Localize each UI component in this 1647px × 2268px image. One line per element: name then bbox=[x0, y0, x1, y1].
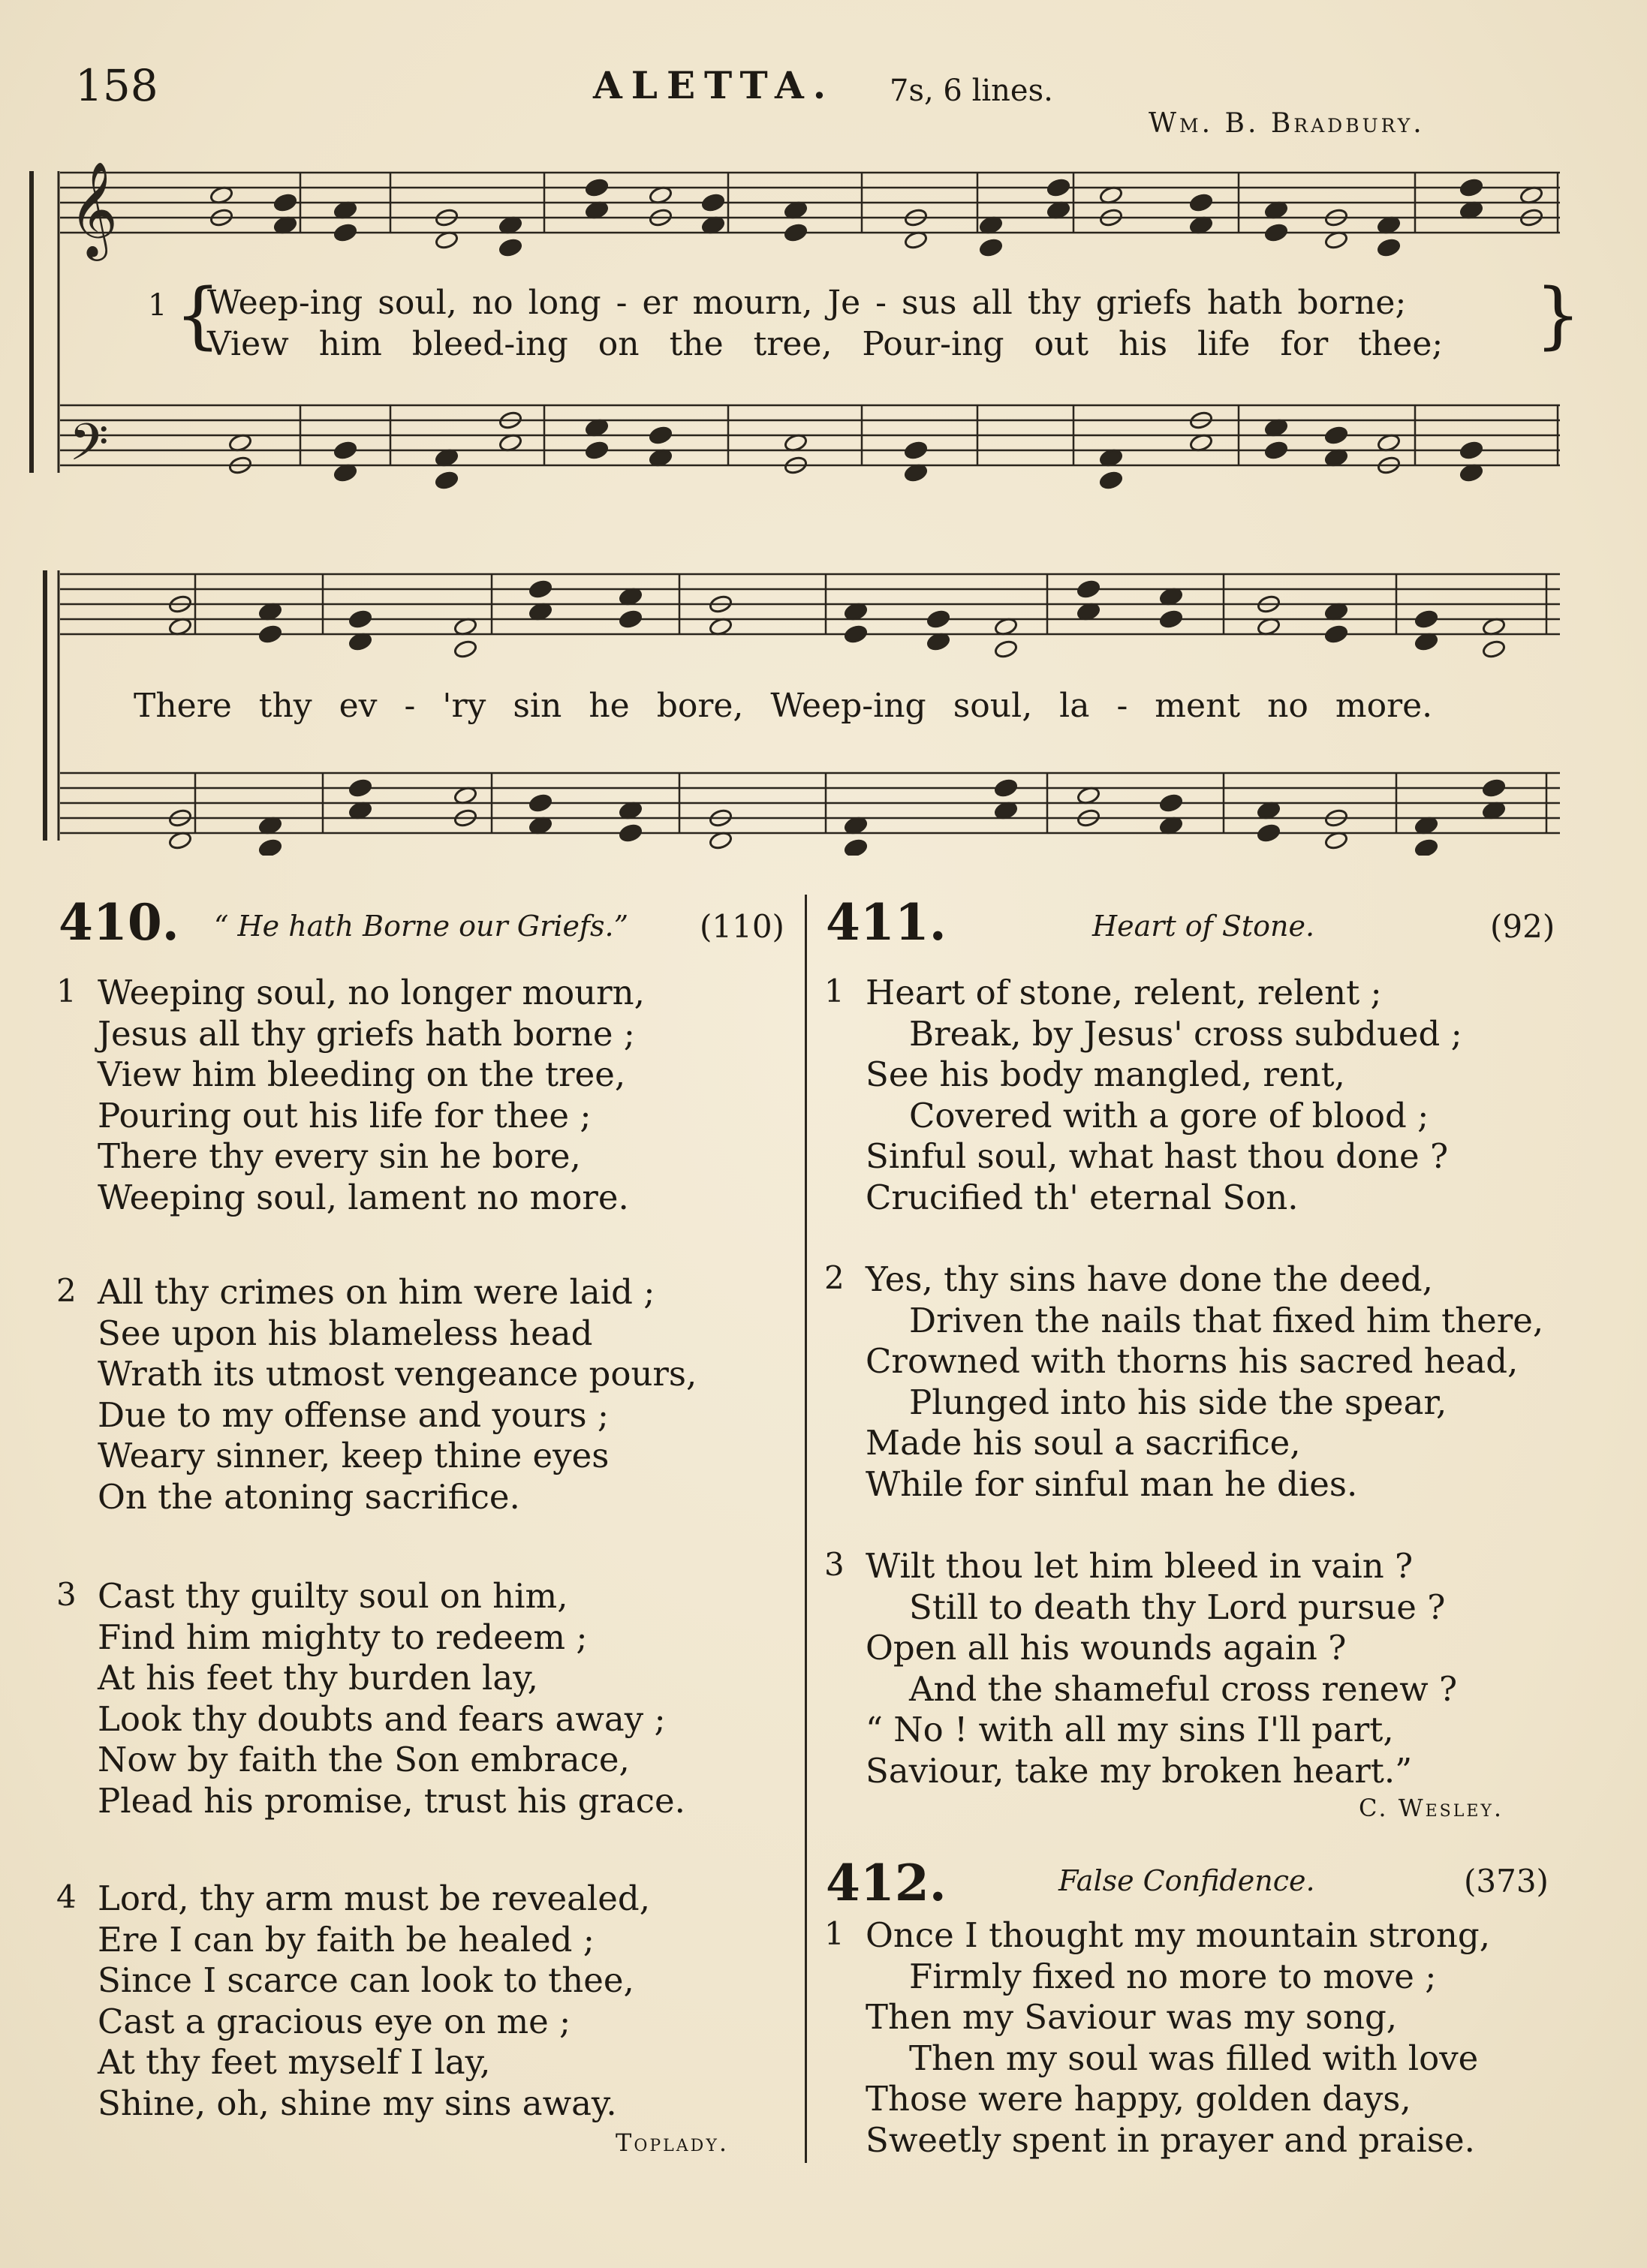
note-head bbox=[273, 193, 297, 212]
composer: Wm. B. Bradbury. bbox=[1149, 108, 1425, 139]
verse-line: Shine, oh, shine my sins away. bbox=[98, 2083, 617, 2123]
verse-line: Crucified th' eternal Son. bbox=[866, 1177, 1299, 1217]
note-head bbox=[1482, 639, 1506, 659]
note-head bbox=[1414, 609, 1438, 629]
hymn-title: “ He hath Borne our Griefs.” bbox=[214, 910, 629, 943]
verse-line: Jesus all thy griefs hath borne ; bbox=[98, 1013, 635, 1054]
note-head bbox=[1324, 624, 1348, 644]
note-head bbox=[1189, 193, 1213, 212]
verse-line: “ No ! with all my sins I'll part, bbox=[866, 1710, 1394, 1749]
verse-line: Due to my offense and yours ; bbox=[98, 1394, 610, 1435]
verse-line: Yes, thy sins have done the deed, bbox=[866, 1259, 1433, 1299]
verse-line: Crowned with thorns his sacred head, bbox=[866, 1341, 1519, 1381]
left-brace: { bbox=[175, 273, 221, 357]
note-head bbox=[1264, 441, 1288, 460]
note-head bbox=[619, 609, 643, 629]
verse-line: Made his soul a sacrifice, bbox=[866, 1423, 1301, 1463]
verse-line: View him bleeding on the tree, bbox=[98, 1054, 626, 1094]
verse-line: Covered with a gore of blood ; bbox=[909, 1095, 1429, 1136]
hymn-reference: (92) bbox=[1490, 908, 1555, 945]
verse-line: Driven the nails that fixed him there, bbox=[909, 1300, 1544, 1340]
verse-number: 1 bbox=[824, 973, 845, 1009]
note-head bbox=[528, 579, 553, 599]
verse-line: And the shameful cross renew ? bbox=[909, 1668, 1458, 1709]
tune-name: ALETTA. bbox=[593, 63, 836, 107]
note-head bbox=[528, 793, 553, 813]
note-head bbox=[1264, 223, 1288, 242]
verse-line: Weary sinner, keep thine eyes bbox=[98, 1436, 610, 1475]
verse-line: Lord, thy arm must be revealed, bbox=[98, 1878, 651, 1918]
page-number: 158 bbox=[75, 60, 158, 111]
note-head bbox=[1482, 778, 1506, 798]
note-head bbox=[784, 223, 808, 242]
note-head bbox=[498, 238, 522, 257]
note-head bbox=[1324, 426, 1348, 445]
hymn-reference: (110) bbox=[700, 908, 784, 945]
column-divider bbox=[805, 895, 807, 2163]
verse-line: Look thy doubts and fears away ; bbox=[98, 1698, 666, 1739]
note-head bbox=[1076, 579, 1101, 599]
lyric-line-3: There thy ev - 'ry sin he bore, Weep-ing soul, la - ment no more. bbox=[134, 687, 1433, 725]
verse-line: Since I scarce can look to thee, bbox=[98, 1960, 634, 2000]
verse-line: At thy feet myself I lay, bbox=[98, 2042, 491, 2082]
hymn-reference: (373) bbox=[1464, 1863, 1549, 1900]
verse-line: Firmly fixed no more to move ; bbox=[909, 1956, 1437, 1996]
verse-line: Weeping soul, no longer mourn, bbox=[98, 973, 645, 1012]
note-head bbox=[585, 441, 609, 460]
verse-line: Those were happy, golden days, bbox=[866, 2079, 1411, 2119]
note-head bbox=[979, 238, 1003, 257]
verse-number: 3 bbox=[824, 1546, 845, 1583]
note-head bbox=[258, 624, 282, 644]
note-head bbox=[904, 441, 928, 460]
hymn-number: 410. bbox=[59, 893, 179, 952]
note-head bbox=[1459, 178, 1483, 197]
verse-line: There thy every sin he bore, bbox=[98, 1136, 581, 1176]
note-head bbox=[926, 609, 950, 629]
note-head bbox=[1377, 238, 1401, 257]
lyric-line-1: Weep-ing soul, no long - er mourn, Je - sus all thy griefs hath borne; bbox=[207, 284, 1407, 322]
note-head bbox=[619, 823, 643, 843]
verse-line: On the atoning sacrifice. bbox=[98, 1476, 520, 1517]
verse-number-music: 1 bbox=[148, 288, 167, 323]
verse-number: 2 bbox=[824, 1259, 845, 1296]
hymn-number: 411. bbox=[826, 893, 947, 952]
note-head bbox=[649, 426, 673, 445]
verse-line: All thy crimes on him were laid ; bbox=[98, 1272, 655, 1312]
hymn-number: 412. bbox=[826, 1854, 947, 1912]
verse-line: Then my Saviour was my song, bbox=[866, 1997, 1398, 2037]
note-head bbox=[844, 624, 868, 644]
note-head bbox=[844, 838, 868, 856]
note-head bbox=[348, 778, 372, 798]
lyric-line-2: View him bleed-ing on the tree, Pour-ing out his life for thee; bbox=[207, 325, 1444, 363]
note-head bbox=[585, 178, 609, 197]
verse-line: Wilt thou let him bleed in vain ? bbox=[866, 1546, 1414, 1586]
note-head bbox=[435, 471, 459, 490]
verse-line: Find him mighty to redeem ; bbox=[98, 1617, 588, 1657]
note-head bbox=[1099, 471, 1123, 490]
verse-line: Cast a gracious eye on me ; bbox=[98, 2001, 571, 2041]
note-head bbox=[701, 193, 725, 212]
verse-number: 1 bbox=[56, 973, 77, 1009]
verse-line: See upon his blameless head bbox=[98, 1313, 593, 1353]
verse-line: While for sinful man he dies. bbox=[866, 1463, 1358, 1504]
verse-number: 2 bbox=[56, 1272, 77, 1309]
verse-line: Then my soul was filled with love bbox=[909, 2038, 1479, 2078]
note-head bbox=[1046, 178, 1070, 197]
meter: 7s, 6 lines. bbox=[890, 74, 1053, 108]
note-head bbox=[348, 609, 372, 629]
right-brace: } bbox=[1535, 273, 1582, 357]
note-head bbox=[1414, 838, 1438, 856]
verse-line: Ere I can by faith be healed ; bbox=[98, 1919, 595, 1960]
note-head bbox=[453, 639, 477, 659]
note-head bbox=[1159, 793, 1183, 813]
verse-line: Sinful soul, what hast thou done ? bbox=[866, 1136, 1449, 1176]
hymn-title: False Confidence. bbox=[1058, 1864, 1315, 1897]
note-head bbox=[1459, 441, 1483, 460]
verse-line: Sweetly spent in prayer and praise. bbox=[866, 2119, 1475, 2160]
verse-line: See his body mangled, rent, bbox=[866, 1054, 1345, 1094]
note-head bbox=[994, 639, 1018, 659]
clef-glyph: 𝄢 bbox=[69, 414, 109, 485]
verse-line: Once I thought my mountain strong, bbox=[866, 1915, 1490, 1955]
verse-line: At his feet thy burden lay, bbox=[98, 1658, 538, 1698]
verse-line: Still to death thy Lord pursue ? bbox=[909, 1587, 1446, 1627]
verse-line: Heart of stone, relent, relent ; bbox=[866, 973, 1382, 1012]
verse-line: Wrath its utmost vengeance pours, bbox=[98, 1354, 697, 1394]
note-head bbox=[994, 778, 1018, 798]
note-head bbox=[258, 838, 282, 856]
verse-line: Cast thy guilty soul on him, bbox=[98, 1576, 568, 1616]
verse-number: 4 bbox=[56, 1878, 77, 1915]
verse-line: Now by faith the Son embrace, bbox=[98, 1740, 630, 1779]
verse-number: 1 bbox=[824, 1915, 845, 1952]
verse-line: Plunged into his side the spear, bbox=[909, 1382, 1447, 1422]
verse-line: Saviour, take my broken heart.” bbox=[866, 1750, 1413, 1791]
author-attribution: Toplady. bbox=[616, 2128, 730, 2157]
note-head bbox=[1159, 609, 1183, 629]
verse-line: Open all his wounds again ? bbox=[866, 1628, 1347, 1668]
verse-line: Plead his promise, trust his grace. bbox=[98, 1780, 685, 1821]
author-attribution: C. Wesley. bbox=[1359, 1794, 1504, 1822]
music-score bbox=[0, 0, 1647, 856]
verse-line: Weeping soul, lament no more. bbox=[98, 1177, 629, 1217]
verse-line: Break, by Jesus' cross subdued ; bbox=[909, 1013, 1462, 1054]
verse-line: Pouring out his life for thee ; bbox=[98, 1095, 592, 1136]
note-head bbox=[333, 223, 357, 242]
clef-glyph: 𝄞 bbox=[69, 161, 119, 257]
note-head bbox=[1257, 823, 1281, 843]
note-head bbox=[333, 441, 357, 460]
hymn-title: Heart of Stone. bbox=[1092, 910, 1315, 943]
verse-number: 3 bbox=[56, 1576, 77, 1613]
